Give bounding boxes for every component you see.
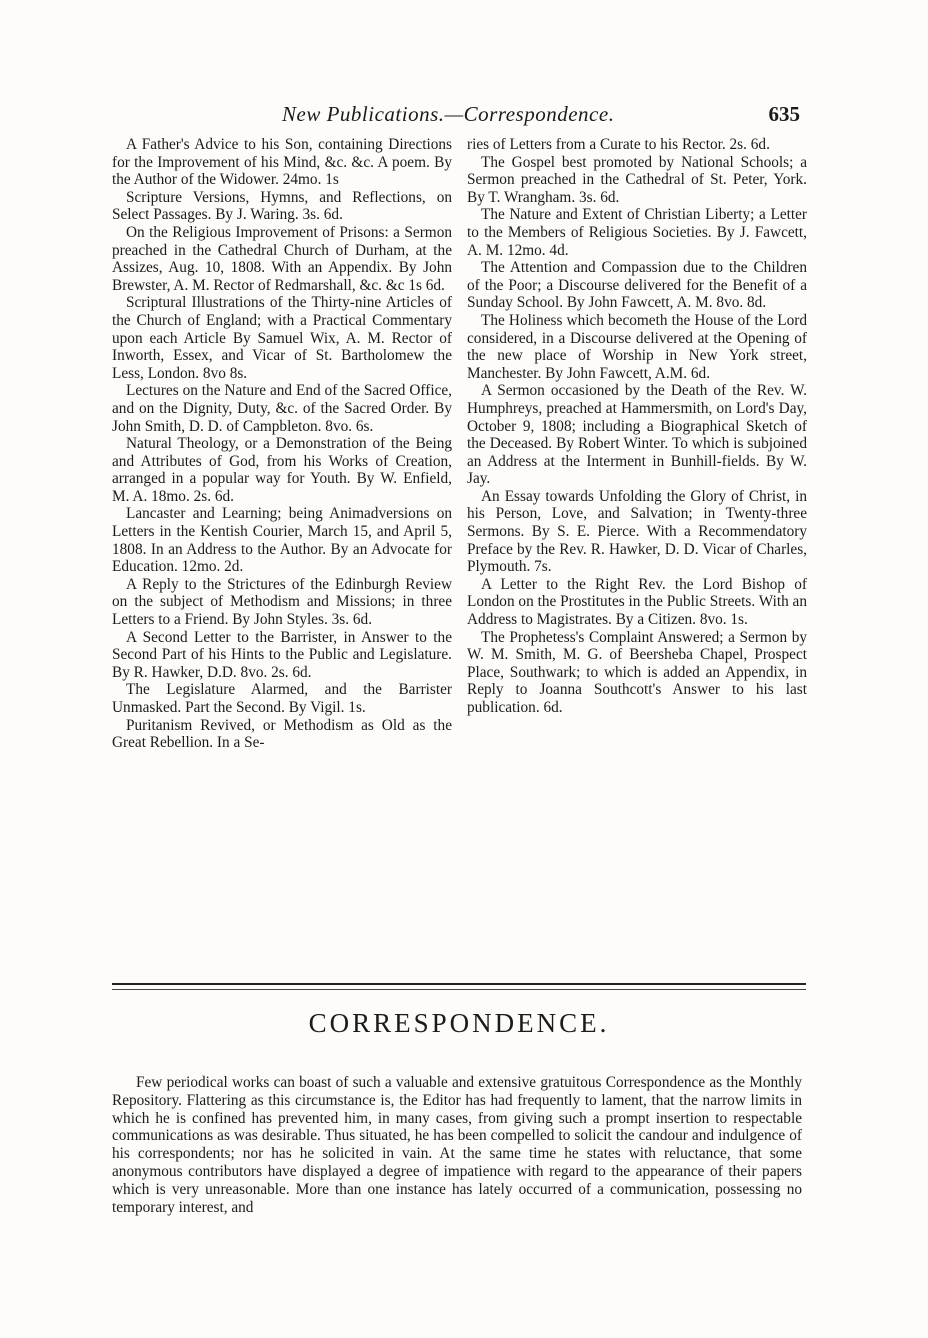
- running-head: New Publications.—Correspondence.: [282, 102, 615, 126]
- publication-entry: On the Religious Improvement of Prisons: a Sermon preached in the Cathedral Church of Durham, at the Assizes, Aug. 10, 1808. With an Appendix. By John Brewster, A. M. Rector of Redmarshall, &c. &c 1s 6d.: [112, 223, 452, 294]
- publication-entry: The Prophetess's Complaint Answered; a Sermon by W. M. Smith, M. G. of Beersheba Chapel, Prospect Place, Southwark; to which is added an Appendix, in Reply to Joanna Southcott's Answer to his last publication. 6d.: [467, 628, 807, 716]
- publication-entry: The Legislature Alarmed, and the Barrister Unmasked. Part the Second. By Vigil. 1s.: [112, 681, 452, 716]
- right-column: [467, 136, 807, 717]
- publication-entry: Scripture Versions, Hymns, and Reflections, on Select Passages. By J. Waring. 3s. 6d.: [112, 188, 452, 224]
- correspondence-paragraph: Few periodical works can boast of such a valuable and extensive gratuitous Correspondence as the Monthly Repository. Flattering as this circumstance is, the Editor has had frequently to lament, that the narrow limits in which he is confined has prevented him, in many cases, from giving such a prompt insertion to respectable communications as was desirable. Thus situated, he has been compelled to solicit the candour and indulgence of his correspondents; nor has he solicited in vain. At the same time he states with reluctance, that some anonymous contributors have displayed a degree of impatience with regard to the appearance of their papers which is very unreasonable. More than one instance has lately occurred of a communication, possessing no temporary interest, and: [112, 1074, 802, 1216]
- publication-entry: A Father's Advice to his Son, containing Directions for the Improvement of his Mind, &c. &c. A poem. By the Author of the Widower. 24mo. 1s: [112, 136, 452, 189]
- publication-entry: The Holiness which becometh the House of the Lord considered, in a Discourse delivered at the Opening of the new place of Worship in New York street, Manchester. By John Fawcett, A.M. 6d.: [467, 311, 807, 382]
- left-column: [112, 136, 452, 752]
- publication-entry: The Attention and Compassion due to the Children of the Poor; a Discourse delivered for the Benefit of a Sunday School. By John Fawcett, A. M. 8vo. 8d.: [467, 259, 807, 312]
- publication-entry: A Letter to the Right Rev. the Lord Bishop of London on the Prostitutes in the Public Streets. With an Address to Magistrates. By a Citizen. 8vo. 1s.: [467, 575, 807, 629]
- publication-entry: Lectures on the Nature and End of the Sacred Office, and on the Dignity, Duty, &c. of the Sacred Order. By John Smith, D. D. of Campbleton. 8vo. 6s.: [112, 382, 452, 435]
- page-number: 635: [768, 102, 800, 126]
- publication-entry: A Reply to the Strictures of the Edinburgh Review on the subject of Methodism and Missions; in three Letters to a Friend. By John Styles. 3s. 6d.: [112, 575, 452, 629]
- publication-entry: Lancaster and Learning; being Animadversions on Letters in the Kentish Courier, March 15, and April 5, 1808. In an Address to the Author. By an Advocate for Education. 12mo. 2d.: [112, 505, 452, 576]
- page-header: [270, 102, 800, 128]
- section-divider: [112, 983, 806, 990]
- publication-listings: [112, 136, 806, 976]
- publication-entry: Puritanism Revived, or Methodism as Old as the Great Rebellion. In a Se-: [112, 716, 452, 752]
- publication-entry: Scriptural Illustrations of the Thirty-nine Articles of the Church of England; with a Practical Commentary upon each Article By Samuel Wix, A. M. Rector of Inworth, Essex, and Vicar of St. Bartholomew the Less, London. 8vo 8s.: [112, 294, 452, 382]
- publication-entry: A Sermon occasioned by the Death of the Rev. W. Humphreys, preached at Hammersmith, on Lord's Day, October 9, 1808; including a Biographical Sketch of the Deceased. By Robert Winter. To which is subjoined an Address at the Interment in Bunhill-fields. By W. Jay.: [467, 382, 807, 488]
- publication-entry: A Second Letter to the Barrister, in Answer to the Second Part of his Hints to the Public and Legislature. By R. Hawker, D.D. 8vo. 2s. 6d.: [112, 628, 452, 681]
- correspondence-body: [112, 1074, 802, 1216]
- publication-entry: ries of Letters from a Curate to his Rector. 2s. 6d.: [467, 136, 770, 153]
- publication-entry: Natural Theology, or a Demonstration of the Being and Attributes of God, from his Works of Creation, arranged in a popular way for Youth. By W. Enfield, M. A. 18mo. 2s. 6d.: [112, 435, 452, 505]
- publication-entry: The Nature and Extent of Christian Liberty; a Letter to the Members of Religious Societies. By J. Fawcett, A. M. 12mo. 4d.: [467, 206, 807, 259]
- publication-entry: An Essay towards Unfolding the Glory of Christ, in his Person, Love, and Salvation; in Twenty-three Sermons. By S. E. Pierce. With a Recommendatory Preface by the Rev. R. Hawker, D. D. Vicar of Charles, Plymouth. 7s.: [467, 487, 807, 576]
- correspondence-title: CORRESPONDENCE.: [308, 1008, 610, 1038]
- publication-entry: The Gospel best promoted by National Schools; a Sermon preached in the Cathedral of St. Peter, York. By T. Wrangham. 3s. 6d.: [467, 153, 807, 206]
